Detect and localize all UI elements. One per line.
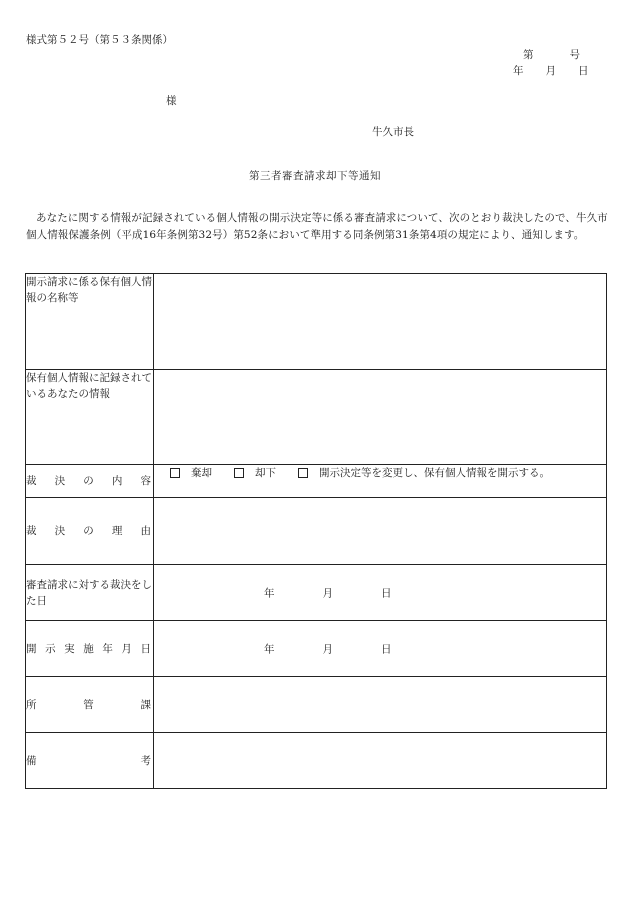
table-row <box>26 677 607 733</box>
issue-date-year: 年 <box>513 65 524 77</box>
option-rejection[interactable]: 却下 <box>234 465 276 480</box>
issue-date <box>513 63 589 78</box>
label-decision-reason: 裁 決 の 理 由 <box>26 498 154 565</box>
document-title: 第三者審査請求却下等通知 <box>249 170 381 182</box>
info-table <box>25 273 607 789</box>
issue-date-month: 月 <box>545 65 556 77</box>
field-decision-content <box>154 465 607 498</box>
label-department: 所 管 課 <box>26 677 154 733</box>
field-department[interactable] <box>154 677 607 733</box>
field-decision-date[interactable]: 年 月 日 <box>154 565 607 621</box>
table-row <box>26 274 607 370</box>
body-text: あなたに関する情報が記録されている個人情報の開示決定等に係る審査請求について、次のとおり裁決したので、牛久市個人情報保護条例（平成16年条例第32号）第52条において準用する同条例第31条第4項の規定により、通知します。 <box>26 212 608 241</box>
table-row <box>26 733 607 789</box>
document-number-prefix: 第 <box>523 49 534 61</box>
label-disclosure-date: 開 示 実 施 年 月 日 <box>26 621 154 677</box>
addressee: 様 <box>166 95 177 107</box>
label-decision-content: 裁 決 の 内 容 <box>26 465 154 498</box>
sender: 牛久市長 <box>372 126 414 138</box>
field-disclosure-date[interactable]: 年 月 日 <box>154 621 607 677</box>
issue-date-day: 日 <box>578 65 589 77</box>
field-requested-info[interactable] <box>154 274 607 370</box>
label-remarks: 備 考 <box>26 733 154 789</box>
table-row <box>26 370 607 465</box>
table-row <box>26 465 607 498</box>
option-change-and-disclose[interactable]: 開示決定等を変更し、保有個人情報を開示する。 <box>298 465 550 480</box>
checkbox-icon[interactable] <box>170 468 180 478</box>
label-decision-date: 審査請求に対する裁決をした日 <box>26 565 154 621</box>
option-dismissal[interactable]: 棄却 <box>170 465 212 480</box>
document-number <box>523 47 580 62</box>
table-row <box>26 621 607 677</box>
table-row <box>26 498 607 565</box>
checkbox-icon[interactable] <box>298 468 308 478</box>
field-remarks[interactable] <box>154 733 607 789</box>
checkbox-icon[interactable] <box>234 468 244 478</box>
label-requested-info: 開示請求に係る保有個人情報の名称等 <box>26 274 154 370</box>
field-decision-reason[interactable] <box>154 498 607 565</box>
label-your-info: 保有個人情報に記録されているあなたの情報 <box>26 370 154 465</box>
document-number-suffix: 号 <box>569 49 580 61</box>
field-your-info[interactable] <box>154 370 607 465</box>
form-number: 様式第５２号（第５３条関係） <box>26 34 173 46</box>
table-row <box>26 565 607 621</box>
